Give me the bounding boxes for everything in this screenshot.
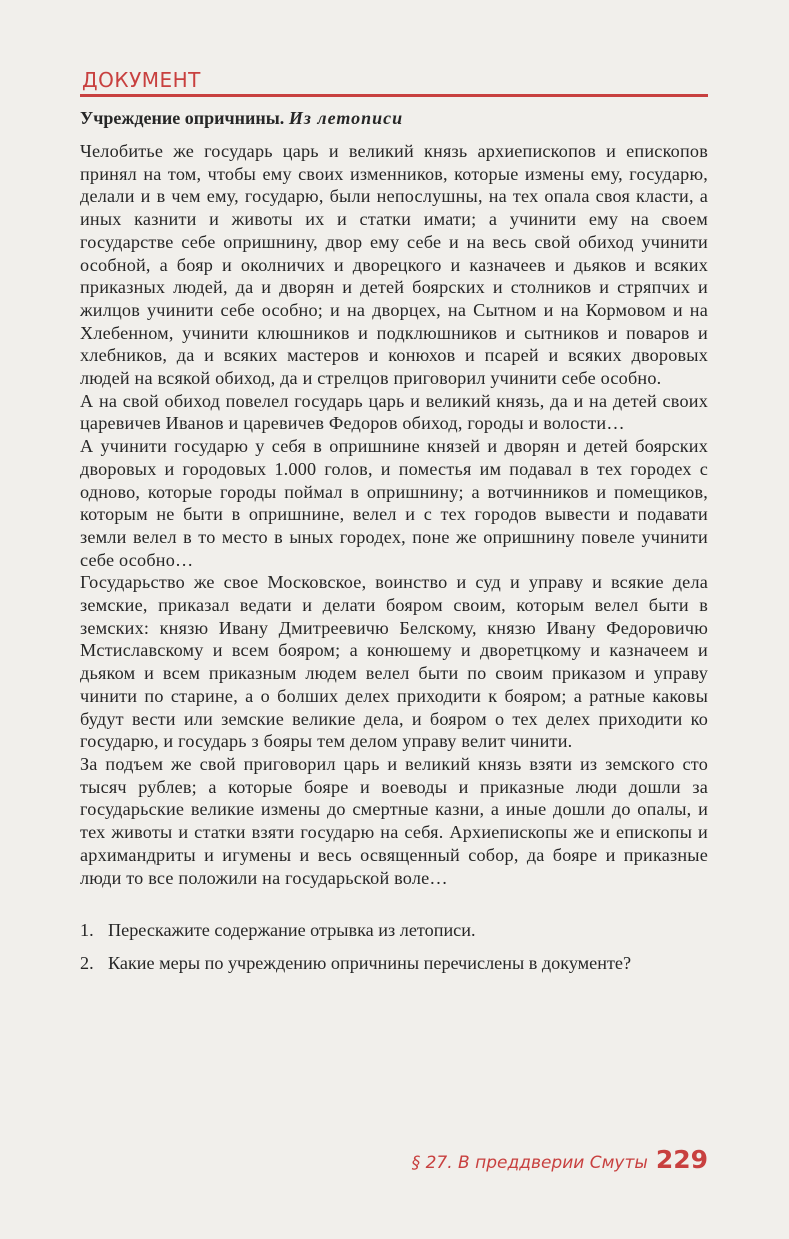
question-text: Какие меры по учреждению опричнины перечислены в документе? <box>108 952 632 973</box>
question-item <box>80 919 708 942</box>
title-source: Из летописи <box>288 108 404 128</box>
document-label: ДОКУМЕНТ <box>82 68 201 92</box>
paragraph: За подъем же свой приговорил царь и великий князь взяти из земского сто тысяч рублев; а которые бояре и воеводы и приказные люди дошли за государьские великие измены до смертные казни, а иные дошли до опалы, и тех животы и статки взяти государю на себя. Архиепископы же и епископы и архимандриты и игумены и весь освященный собор, да бояре и приказные люди то все положили на государьской воле… <box>80 753 708 888</box>
questions-list <box>80 919 708 974</box>
paragraph: А на свой обиход повелел государь царь и великий князь, да и на детей своих царевичев Иванов и царевичев Федоров обиход, городы и волости… <box>80 390 708 434</box>
header-rule <box>80 94 708 97</box>
question-item <box>80 952 708 975</box>
paragraph: Государьство же свое Московское, воинство и суд и управу и всякие дела земские, приказал ведати и делати бояром своим, которым велел быти в земских: князю Ивану Дмитреевичю Белскому, князю Ивану Федоровичю Мстиславскому и всем бояром; а конюшему и дворетцкому и казначеем и дьяком и всем приказным людем велел быти по своим приказом и управу чинити по старине, а о болших делех приходити к бояром; а ратные каковы будут вести или земские великие дела, и бояром о тех делех приходити ко государю, и государь з бояры тем делом управу велит чинити. <box>80 572 708 752</box>
document-body <box>80 140 708 889</box>
paragraph: Челобитье же государь царь и великий князь архиепископов и епископов принял на том, чтобы ему своих изменников, которые измены ему, государю, делали и в чем ему, государю, были непослушны, на тех опала своя класти, а иных казнити и животы их и статки имати; а учинити ему на своем государстве себе опришнину, двор ему себе и на весь свой обиход учинити особной, а бояр и околничих и дворецкого и казначеев и дьяков и всяких приказных людей, да и дворян и детей боярских и столников и стряпчих и жилцов учинити себе особно; и на дворцех, на Сытном и на Кормовом и на Хлебенном, учинити клюшников и подклюшников и сытников и поваров и хлебников, да и всяких мастеров и конюхов и псарей и всяких дворовых людей на всякой обиход, да и стрелцов приговорил учинити себе особно. <box>80 141 708 389</box>
question-number: 2. <box>80 952 94 973</box>
paragraph: А учинити государю у себя в опришнине князей и дворян и детей боярских дворовых и городовых 1.000 голов, и поместья им подавал в тех городех с одново, которые городы поймал в опришнину; а вотчинников и помещиков, которым не быти в опришнине, велел и с тех городов вывести и подавати земли велел в то место в ыных городех, поне же опришнину повеле учинити себе особно… <box>80 436 708 570</box>
question-text: Перескажите содержание отрывка из летописи. <box>108 920 476 941</box>
document-title <box>80 104 708 132</box>
page-number: 229 <box>655 1145 708 1174</box>
page <box>80 60 708 985</box>
page-footer <box>412 1145 708 1174</box>
section-title: § 27. В преддверии Смуты <box>411 1153 648 1173</box>
title-text: Учреждение опричнины. <box>80 108 285 128</box>
question-number: 1. <box>80 920 94 941</box>
